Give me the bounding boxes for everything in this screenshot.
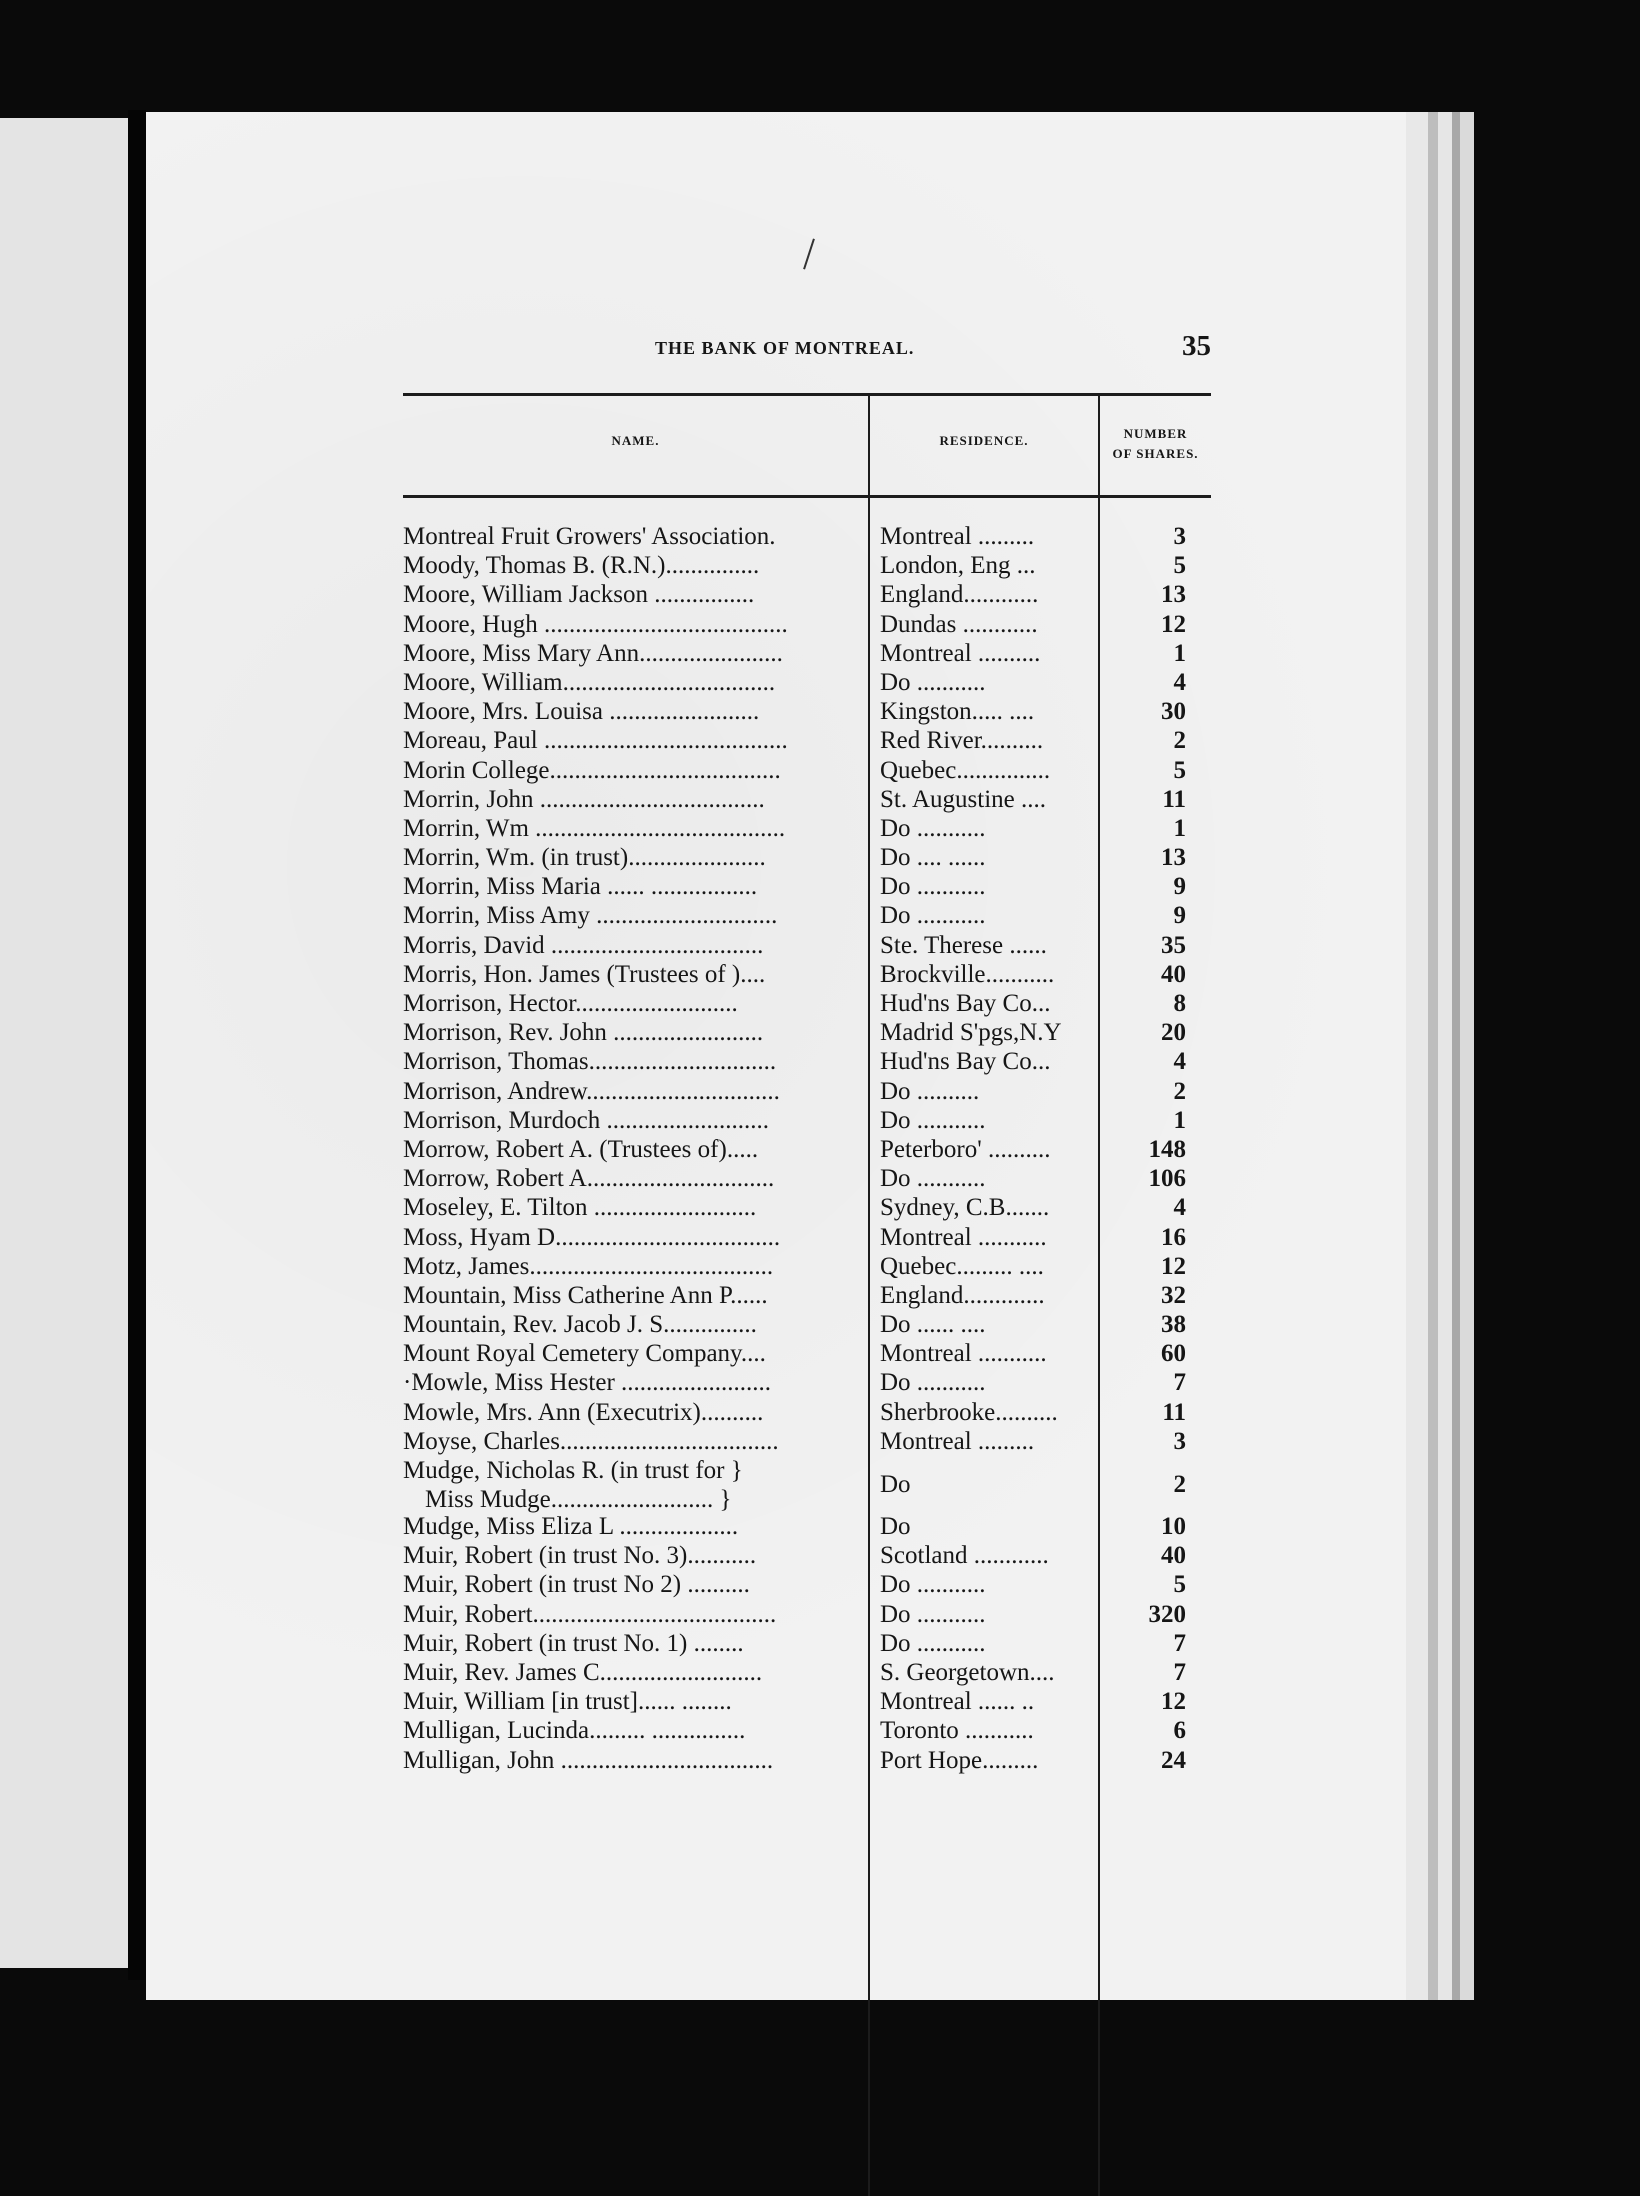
shareholder-name: [403, 814, 866, 843]
shareholder-name-text: Moody, Thomas B. (R.N.)...............: [403, 552, 760, 580]
table-row: [0, 1629, 1640, 1658]
table-row: [0, 610, 1640, 639]
number-of-shares: 10: [1161, 1513, 1186, 1540]
residence: London, Eng ...: [880, 552, 1036, 580]
table-row: [0, 1106, 1640, 1135]
shareholder-name: [403, 756, 866, 785]
table-row: [0, 1252, 1640, 1281]
residence: Ste. Therese ......: [880, 931, 1047, 959]
residence: England.............: [880, 1281, 1045, 1309]
shareholder-name-text: Morrow, Robert A..............................: [403, 1165, 775, 1193]
number-of-shares: 5: [1173, 756, 1186, 784]
number-of-shares: 40: [1161, 1542, 1186, 1570]
shareholder-name-text: Montreal Fruit Growers' Association.: [403, 523, 776, 550]
table-row: [0, 843, 1640, 872]
residence: Red River..........: [880, 727, 1044, 755]
shareholder-name-text: Morrison, Hector..........................: [403, 990, 738, 1017]
number-of-shares: 2: [1173, 1077, 1186, 1105]
shareholder-name-text: Morrison, Thomas..............................: [403, 1048, 777, 1076]
number-of-shares: 3: [1173, 523, 1186, 550]
shareholder-name-text: Moseley, E. Tilton ..........................: [403, 1194, 757, 1222]
number-of-shares: 32: [1161, 1281, 1186, 1309]
shareholder-name-text: Moore, William Jackson ................: [403, 581, 755, 609]
shareholder-name: [403, 843, 866, 872]
shareholder-name: [403, 726, 866, 755]
shareholder-name-continuation: Miss Mudge.......................... }: [425, 1486, 732, 1513]
number-of-shares: 12: [1161, 1688, 1186, 1716]
residence: Montreal ...........: [880, 1340, 1047, 1368]
residence: Peterboro' ..........: [880, 1135, 1051, 1163]
shareholder-name-text: Moore, William..................................: [403, 668, 776, 696]
residence: Hud'ns Bay Co...: [880, 990, 1051, 1017]
residence: Port Hope.........: [880, 1746, 1039, 1774]
column-header-shares-line1: NUMBER: [1123, 426, 1188, 441]
number-of-shares: 9: [1173, 902, 1186, 930]
shareholder-name: [403, 1368, 866, 1397]
table-row: [0, 1164, 1640, 1193]
number-of-shares: 7: [1173, 1658, 1186, 1686]
shareholder-name: [403, 1252, 866, 1281]
number-of-shares: 1: [1173, 814, 1186, 842]
residence: Do ...........: [880, 902, 986, 930]
table-row: [0, 1193, 1640, 1222]
table-row: [0, 1339, 1640, 1368]
residence: Sydney, C.B.......: [880, 1194, 1050, 1222]
residence: S. Georgetown....: [880, 1658, 1055, 1686]
table-row: [0, 1223, 1640, 1252]
number-of-shares: 40: [1161, 960, 1186, 988]
shareholder-name: [403, 872, 866, 901]
residence: Dundas ............: [880, 610, 1038, 638]
number-of-shares: 320: [1148, 1600, 1186, 1628]
table-row: [0, 1310, 1640, 1339]
shareholder-name: [403, 580, 866, 609]
table-row: [0, 901, 1640, 930]
shareholder-name: [403, 1746, 866, 1775]
shareholder-name: [403, 1018, 866, 1047]
number-of-shares: 4: [1173, 1048, 1186, 1076]
shareholder-name: [403, 639, 866, 668]
shareholder-name: [403, 960, 866, 989]
residence: Brockville...........: [880, 960, 1055, 988]
shareholder-name: [403, 1281, 866, 1310]
residence: Do: [880, 1471, 911, 1498]
number-of-shares: 8: [1173, 990, 1186, 1017]
table-row: [0, 1512, 1640, 1541]
running-title: THE BANK OF MONTREAL.: [655, 338, 915, 358]
table-row: [0, 814, 1640, 843]
residence: Do ...........: [880, 1600, 986, 1628]
shareholder-name: [403, 1223, 866, 1252]
table-row: [0, 1456, 1640, 1512]
residence: Sherbrooke..........: [880, 1398, 1058, 1426]
number-of-shares: 106: [1148, 1165, 1186, 1193]
shareholder-name: [403, 610, 866, 639]
table-row: [0, 931, 1640, 960]
table-row: [0, 522, 1640, 551]
table-row: [0, 989, 1640, 1018]
residence: Montreal ...... ..: [880, 1688, 1035, 1716]
number-of-shares: 9: [1173, 873, 1186, 901]
table-row: [0, 1047, 1640, 1076]
shareholder-name: [403, 1541, 866, 1570]
residence: Do ...........: [880, 1106, 986, 1134]
residence: Do ...........: [880, 873, 986, 901]
residence: Madrid S'pgs,N.Y: [880, 1019, 1062, 1047]
shareholder-name: [403, 1398, 866, 1427]
number-of-shares: 24: [1161, 1746, 1186, 1774]
shareholder-name-text: Morrow, Robert A. (Trustees of).....: [403, 1135, 759, 1163]
residence: Do ...... ....: [880, 1311, 986, 1339]
table-row: [0, 1600, 1640, 1629]
shareholder-name: [403, 1629, 866, 1658]
table-row: [0, 580, 1640, 609]
number-of-shares: 5: [1173, 1571, 1186, 1599]
shareholder-name: [403, 1135, 866, 1164]
residence: Do ...........: [880, 1571, 986, 1599]
residence: Do ...........: [880, 1629, 986, 1657]
page-number: 35: [1182, 330, 1211, 362]
shareholder-name: [403, 1658, 866, 1687]
table-row: [0, 1018, 1640, 1047]
table-row: [0, 1658, 1640, 1687]
shareholder-name-text: Mulligan, Lucinda......... ...............: [403, 1717, 746, 1745]
residence: Do ...........: [880, 814, 986, 842]
table-row: [0, 1687, 1640, 1716]
shareholder-name-text: Muir, Robert (in trust No 2) ..........: [403, 1571, 750, 1599]
number-of-shares: 13: [1161, 844, 1186, 872]
shareholder-name-text: Morrin, Miss Maria ...... .................: [403, 873, 758, 901]
shareholder-name: [403, 1047, 866, 1076]
number-of-shares: 13: [1161, 581, 1186, 609]
table-row: [0, 1570, 1640, 1599]
shareholder-name-text: Morin College.....................................: [403, 756, 781, 784]
number-of-shares: 30: [1161, 698, 1186, 726]
number-of-shares: 7: [1173, 1629, 1186, 1657]
table-row: [0, 785, 1640, 814]
number-of-shares: 6: [1173, 1717, 1186, 1745]
table-row: [0, 1398, 1640, 1427]
shareholder-name-text: Muir, Robert (in trust No. 3)...........: [403, 1542, 757, 1570]
shareholder-name: [403, 1512, 866, 1541]
shareholder-name-text: Mountain, Miss Catherine Ann P......: [403, 1281, 768, 1309]
shareholder-name: [403, 1106, 866, 1135]
shareholder-name-text: Mowle, Mrs. Ann (Executrix)..........: [403, 1398, 764, 1426]
shareholder-name-text: Muir, Robert.......................................: [403, 1600, 777, 1628]
shareholder-name-text: Mudge, Nicholas R. (in trust for }: [403, 1457, 743, 1484]
table-row: [0, 1368, 1640, 1397]
table-row: [0, 726, 1640, 755]
shareholder-name-text: Mulligan, John ..................................: [403, 1746, 774, 1774]
shareholder-name-text: Morrison, Andrew...............................: [403, 1077, 780, 1105]
shareholder-name: [403, 1687, 866, 1716]
residence: Quebec...............: [880, 756, 1051, 784]
shareholder-name-text: Moore, Mrs. Louisa ........................: [403, 698, 760, 726]
table-row: [0, 1541, 1640, 1570]
shareholder-name: [403, 1456, 866, 1514]
number-of-shares: 16: [1161, 1223, 1186, 1251]
table-top-rule: [403, 393, 1211, 396]
shareholder-name: [403, 785, 866, 814]
table-row: [0, 1281, 1640, 1310]
number-of-shares: 5: [1173, 552, 1186, 580]
number-of-shares: 1: [1173, 1106, 1186, 1134]
shareholder-name-text: Moore, Miss Mary Ann.......................: [403, 639, 783, 667]
residence: England............: [880, 581, 1039, 609]
shareholder-name: [403, 522, 866, 551]
table-row: [0, 960, 1640, 989]
residence: Do .... ......: [880, 844, 986, 872]
shareholder-name-text: Mount Royal Cemetery Company....: [403, 1340, 766, 1368]
shareholder-name-text: Morrison, Murdoch ..........................: [403, 1106, 769, 1134]
table-row: [0, 872, 1640, 901]
shareholder-name: [403, 1716, 866, 1745]
number-of-shares: 3: [1173, 1427, 1186, 1455]
table-row: [0, 668, 1640, 697]
number-of-shares: 4: [1173, 668, 1186, 696]
residence: Montreal ...........: [880, 1223, 1047, 1251]
table-row: [0, 1427, 1640, 1456]
number-of-shares: 4: [1173, 1194, 1186, 1222]
column-header-name: NAME.: [611, 433, 660, 448]
number-of-shares: 38: [1161, 1311, 1186, 1339]
residence: Do: [880, 1513, 911, 1540]
shareholder-name: [403, 931, 866, 960]
residence: Scotland ............: [880, 1542, 1049, 1570]
header-bottom-rule: [403, 495, 1211, 498]
shareholder-name: [403, 1193, 866, 1222]
shareholder-name: [403, 1310, 866, 1339]
number-of-shares: 2: [1173, 1471, 1186, 1498]
table-row: [0, 1716, 1640, 1745]
shareholder-list: [0, 522, 1640, 1775]
number-of-shares: 2: [1173, 727, 1186, 755]
shareholder-name-text: Muir, William [in trust]...... ........: [403, 1688, 732, 1716]
shareholder-name: [403, 901, 866, 930]
shareholder-name-text: Mudge, Miss Eliza L ...................: [403, 1513, 739, 1540]
shareholder-name: [403, 1339, 866, 1368]
number-of-shares: 12: [1161, 1252, 1186, 1280]
number-of-shares: 60: [1161, 1340, 1186, 1368]
column-header-shares-line2: OF SHARES.: [1112, 446, 1199, 461]
shareholder-name-text: Morrin, Wm. (in trust)......................: [403, 844, 766, 872]
table-row: [0, 1746, 1640, 1775]
residence: Montreal ..........: [880, 639, 1041, 667]
number-of-shares: 1: [1173, 639, 1186, 667]
shareholder-name-text: Moyse, Charles...................................: [403, 1427, 779, 1455]
shareholder-name: [403, 1427, 866, 1456]
residence: Toronto ...........: [880, 1717, 1034, 1745]
shareholder-name: [403, 551, 866, 580]
number-of-shares: 148: [1148, 1135, 1186, 1163]
residence: Do ...........: [880, 1165, 986, 1193]
shareholder-name-text: Muir, Robert (in trust No. 1) ........: [403, 1629, 744, 1657]
shareholder-name-text: Muir, Rev. James C..........................: [403, 1658, 763, 1686]
column-header-residence: RESIDENCE.: [939, 433, 1029, 448]
shareholder-name-text: Moss, Hyam D....................................: [403, 1223, 781, 1251]
shareholder-name: [403, 697, 866, 726]
residence: Montreal .........: [880, 1427, 1035, 1455]
number-of-shares: 7: [1173, 1369, 1186, 1397]
shareholder-name-text: Moreau, Paul .......................................: [403, 727, 788, 755]
number-of-shares: 11: [1162, 785, 1186, 813]
shareholder-name-text: Morrison, Rev. John ........................: [403, 1019, 764, 1047]
table-row: [0, 1135, 1640, 1164]
table-row: [0, 756, 1640, 785]
shareholder-name-text: Morrin, Wm ........................................: [403, 814, 786, 842]
residence: Hud'ns Bay Co...: [880, 1048, 1051, 1076]
shareholder-name: [403, 668, 866, 697]
shareholder-name-text: Morrin, John ....................................: [403, 785, 765, 813]
shareholder-name-text: Morrin, Miss Amy .............................: [403, 902, 778, 930]
shareholder-name: [403, 1164, 866, 1193]
column-header-shares: [1100, 424, 1211, 464]
residence: Do ..........: [880, 1077, 980, 1105]
shareholder-name: [403, 1570, 866, 1599]
number-of-shares: 20: [1161, 1019, 1186, 1047]
number-of-shares: 11: [1162, 1398, 1186, 1426]
residence: St. Augustine ....: [880, 785, 1046, 813]
shareholder-name-text: Motz, James.......................................: [403, 1252, 774, 1280]
residence: Do ...........: [880, 668, 986, 696]
shareholder-name-text: Moore, Hugh .......................................: [403, 610, 788, 638]
shareholder-name: [403, 989, 866, 1018]
residence: Montreal .........: [880, 523, 1035, 550]
number-of-shares: 12: [1161, 610, 1186, 638]
table-row: [0, 551, 1640, 580]
number-of-shares: 35: [1161, 931, 1186, 959]
shareholder-name-text: Mountain, Rev. Jacob J. S...............: [403, 1311, 757, 1339]
residence: Kingston..... ....: [880, 698, 1035, 726]
shareholder-name-text: Morris, David ..................................: [403, 931, 764, 959]
residence: Quebec......... ....: [880, 1252, 1044, 1280]
shareholder-name: [403, 1600, 866, 1629]
shareholder-name-text: Morris, Hon. James (Trustees of )....: [403, 960, 766, 988]
shareholder-name: [403, 1077, 866, 1106]
shareholder-name-text: ·Mowle, Miss Hester ........................: [403, 1369, 772, 1397]
table-row: [0, 1077, 1640, 1106]
residence: Do ...........: [880, 1369, 986, 1397]
table-row: [0, 639, 1640, 668]
table-row: [0, 697, 1640, 726]
